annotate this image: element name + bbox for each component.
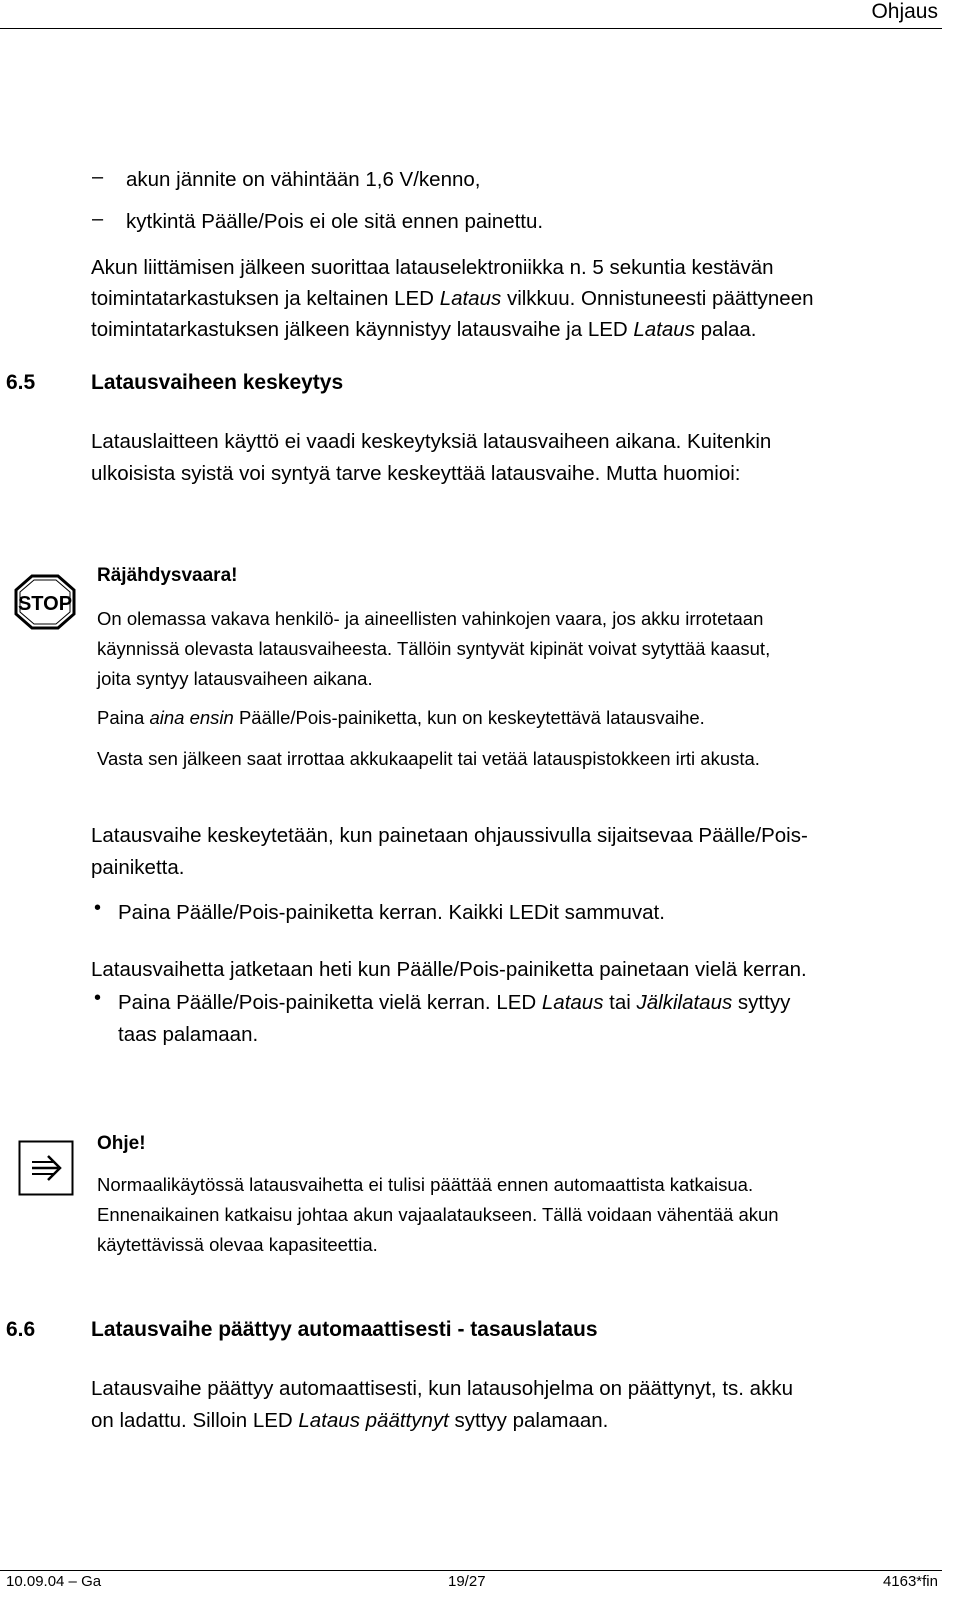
paragraph-line: toimintatarkastuksen jälkeen käynnistyy latausvaihe ja LED Lataus palaa. xyxy=(91,318,757,341)
warning-line: joita syntyy latausvaiheen aikana. xyxy=(97,668,373,689)
section-title: Latausvaihe päättyy automaattisesti - tasauslataus xyxy=(91,1318,598,1341)
paragraph-line: Latausvaihe päättyy automaattisesti, kun latausohjelma on päättynyt, ts. akku xyxy=(91,1377,793,1400)
section-title: Latausvaiheen keskeytys xyxy=(91,371,344,394)
paragraph-line: Latausvaihe keskeytetään, kun painetaan ohjaussivulla sijaitsevaa Päälle/Pois- xyxy=(91,824,808,847)
page-header-title: Ohjaus xyxy=(871,0,938,23)
section-number: 6.6 xyxy=(6,1318,36,1341)
paragraph-line: ulkoisista syistä voi syntyä tarve keskeyttää latausvaihe. Mutta huomioi: xyxy=(91,462,741,485)
note-title: Ohje! xyxy=(97,1133,146,1154)
bullet-marker: • xyxy=(94,897,102,919)
list-item: akun jännite on vähintään 1,6 V/kenno, xyxy=(126,168,481,191)
warning-line: Vasta sen jälkeen saat irrottaa akkukaapelit tai vetää latauspistokkeen irti akusta. xyxy=(97,748,760,769)
warning-line: Paina aina ensin Päälle/Pois-painiketta, kun on keskeytettävä latausvaihe. xyxy=(97,707,705,728)
section-number: 6.5 xyxy=(6,371,36,394)
footer-divider xyxy=(0,1570,942,1571)
paragraph-line: toimintatarkastuksen ja keltainen LED Lataus vilkkuu. Onnistuneesti päättyneen xyxy=(91,287,814,310)
warning-line: On olemassa vakava henkilö- ja aineellisten vahinkojen vaara, jos akku irrotetaan xyxy=(97,608,764,629)
stop-sign-icon xyxy=(14,574,76,630)
bullet-item-continuation: taas palamaan. xyxy=(118,1023,259,1046)
paragraph-line: Akun liittämisen jälkeen suorittaa latauselektroniikka n. 5 sekuntia kestävän xyxy=(91,256,774,279)
bullet-marker: • xyxy=(94,987,102,1009)
note-line: Normaalikäytössä latausvaihetta ei tulisi päättää ennen automaattista katkaisua. xyxy=(97,1174,754,1195)
stop-sign-label: STOP xyxy=(17,593,73,615)
paragraph-line: on ladattu. Silloin LED Lataus päättynyt syttyy palamaan. xyxy=(91,1409,609,1432)
warning-line: käynnissä olevasta latausvaiheesta. Tällöin syntyvät kipinät voivat sytyttää kaasut, xyxy=(97,638,771,659)
paragraph-line: Latausvaihetta jatketaan heti kun Päälle/Pois-painiketta painetaan vielä kerran. xyxy=(91,958,807,981)
paragraph-line: Latauslaitteen käyttö ei vaadi keskeytyksiä latausvaiheen aikana. Kuitenkin xyxy=(91,430,772,453)
bullet-item: Paina Päälle/Pois-painiketta kerran. Kaikki LEDit sammuvat. xyxy=(118,901,665,924)
note-arrow-icon xyxy=(18,1140,74,1196)
header-divider xyxy=(0,28,942,29)
paragraph-line: painiketta. xyxy=(91,856,185,879)
note-line: käytettävissä olevaa kapasiteettia. xyxy=(97,1234,378,1255)
footer-page-number: 19/27 xyxy=(448,1573,486,1590)
footer-date: 10.09.04 – Ga xyxy=(6,1573,102,1590)
list-item: kytkintä Päälle/Pois ei ole sitä ennen painettu. xyxy=(126,210,544,233)
warning-title: Räjähdysvaara! xyxy=(97,565,238,586)
footer-doc-code: 4163*fin xyxy=(882,1573,938,1590)
bullet-item: Paina Päälle/Pois-painiketta vielä kerran. LED Lataus tai Jälkilataus syttyy xyxy=(118,991,791,1014)
note-line: Ennenaikainen katkaisu johtaa akun vajaalataukseen. Tällä voidaan vähentää akun xyxy=(97,1204,779,1225)
dash-marker: – xyxy=(92,166,104,188)
dash-marker: – xyxy=(92,208,104,230)
